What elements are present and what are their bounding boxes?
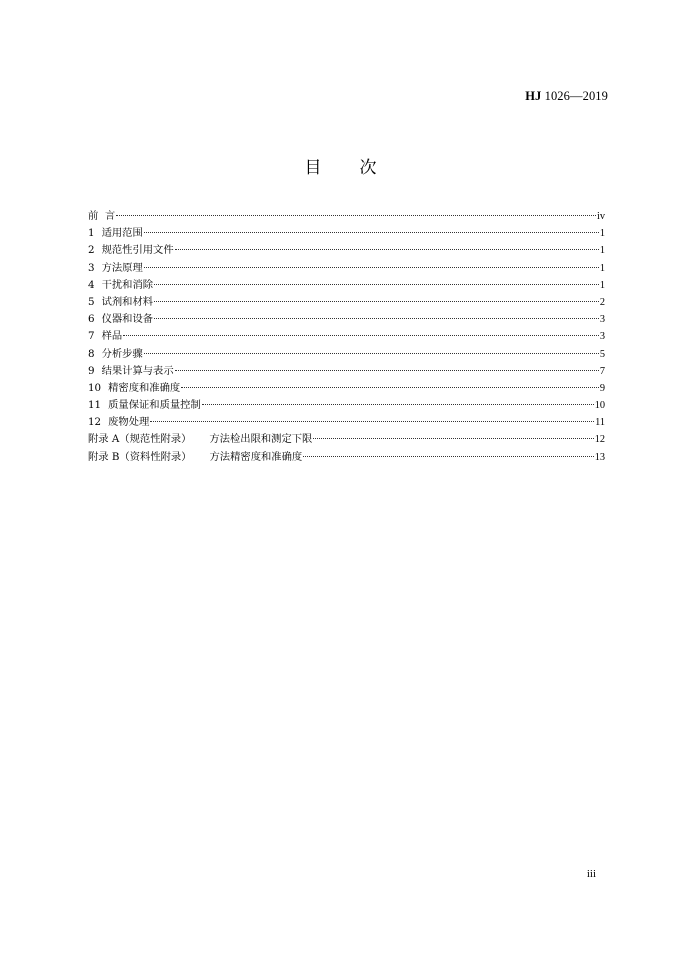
toc-leader-dots [175, 370, 599, 371]
toc-leader-dots [154, 301, 599, 302]
toc-entry-label: 质量保证和质量控制 [108, 399, 201, 412]
toc-entry[interactable] [88, 311, 605, 328]
toc-entry-label: 分析步骤 [101, 347, 143, 360]
toc-entry-label: 样品 [101, 330, 123, 343]
toc-entry[interactable] [88, 328, 605, 345]
toc-entry-page: 3 [599, 331, 605, 343]
toc-entry-label: 方法原理 [101, 261, 143, 274]
toc-entry[interactable] [88, 346, 605, 363]
toc-entry-page: 7 [599, 365, 605, 377]
table-of-contents [88, 208, 605, 466]
toc-leader-dots [181, 387, 599, 388]
toc-entry-number: 4 [88, 278, 95, 291]
toc-entry[interactable] [88, 208, 605, 225]
toc-leader-dots [144, 267, 599, 268]
toc-entry-number: 前 [88, 210, 99, 222]
toc-entry-number: 7 [88, 330, 95, 343]
toc-leader-dots [202, 404, 594, 405]
toc-entry-number: 11 [88, 399, 102, 412]
toc-entry[interactable] [88, 380, 605, 397]
toc-leader-dots [123, 335, 599, 336]
toc-appendix-number: 附录 B（资料性附录） [88, 450, 192, 463]
toc-entry-page: 5 [599, 348, 605, 360]
toc-leader-dots [144, 232, 599, 233]
document-code [525, 89, 608, 104]
toc-entry-label: 方法检出限和测定下限 [209, 433, 313, 446]
toc-leader-dots [303, 456, 594, 457]
toc-entry-number: 5 [88, 295, 95, 308]
toc-entry-page: 2 [599, 296, 605, 308]
toc-entry-number: 3 [88, 261, 95, 274]
toc-entry-number: 10 [88, 381, 102, 394]
toc-entry-number: 1 [88, 227, 95, 240]
toc-title-char-2: 次 [359, 158, 377, 178]
toc-entry[interactable] [88, 294, 605, 311]
toc-entry[interactable] [88, 414, 605, 431]
toc-entry[interactable] [88, 363, 605, 380]
toc-entry-page: 13 [594, 451, 605, 463]
toc-entry-page: 3 [599, 314, 605, 326]
toc-entry-page: 11 [595, 417, 605, 429]
toc-entry-label: 规范性引用文件 [101, 244, 174, 257]
toc-entry-page: 10 [594, 400, 605, 412]
toc-entry-number: 2 [88, 244, 95, 257]
toc-entry-label: 仪器和设备 [101, 313, 154, 326]
toc-appendix-number: 附录 A（规范性附录） [88, 433, 192, 446]
toc-entry-page: 9 [599, 382, 605, 394]
page-number: iii [586, 868, 596, 880]
toc-appendix-entry[interactable] [88, 431, 605, 448]
toc-entry[interactable] [88, 397, 605, 414]
toc-leader-dots [313, 438, 593, 439]
toc-entry-number: 8 [88, 347, 95, 360]
toc-entry-label: 废物处理 [108, 416, 150, 429]
toc-entry-label: 精密度和准确度 [108, 381, 181, 394]
toc-leader-dots [116, 215, 596, 216]
toc-entry-page: 1 [599, 245, 605, 257]
toc-entry-page: 1 [599, 262, 605, 274]
toc-entry-number: 9 [88, 364, 95, 377]
toc-entry[interactable] [88, 260, 605, 277]
toc-entry-label: 结果计算与表示 [101, 364, 174, 377]
toc-entry-label: 言 [98, 210, 116, 222]
toc-entry-page: 1 [599, 228, 605, 240]
toc-entry-number: 12 [88, 416, 102, 429]
standard-prefix: HJ [525, 89, 542, 103]
toc-entry-label: 干扰和消除 [101, 278, 154, 291]
toc-entry[interactable] [88, 277, 605, 294]
toc-leader-dots [154, 318, 599, 319]
toc-entry-page: 12 [594, 434, 605, 446]
toc-leader-dots [154, 284, 599, 285]
toc-entry-label: 方法精密度和准确度 [209, 450, 303, 463]
toc-title-char-1: 目 [304, 158, 322, 178]
toc-leader-dots [175, 249, 599, 250]
toc-entry-number: 6 [88, 313, 95, 326]
toc-leader-dots [144, 353, 599, 354]
toc-entry-page: 1 [599, 279, 605, 291]
toc-entry-page: iv [596, 211, 605, 222]
toc-leader-dots [150, 421, 594, 422]
toc-entry-label: 适用范围 [101, 227, 143, 240]
toc-entry[interactable] [88, 225, 605, 242]
toc-entry-label: 试剂和材料 [101, 295, 154, 308]
toc-title [0, 153, 681, 178]
toc-appendix-entry[interactable] [88, 449, 605, 466]
toc-entry[interactable] [88, 242, 605, 259]
standard-number: 1026—2019 [541, 89, 608, 103]
